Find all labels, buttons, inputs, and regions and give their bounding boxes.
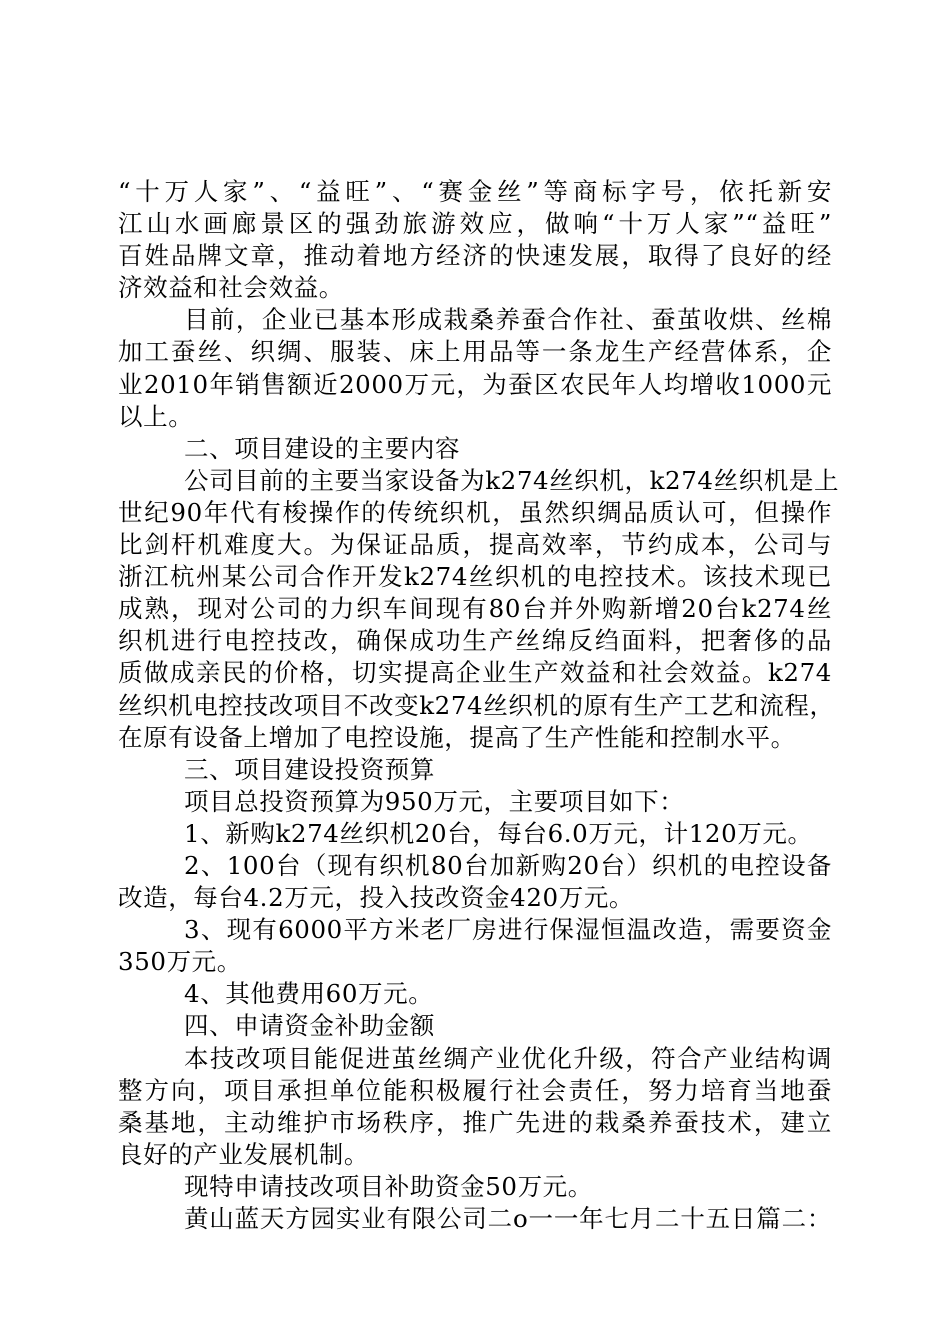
text-line: 现特申请技改项目补助资金50万元。 xyxy=(184,1171,593,1201)
text-line: 良好的产业发展机制。 xyxy=(118,1139,369,1169)
paragraph-enterprise-status xyxy=(118,304,832,432)
text-line: 黄山蓝天方园实业有限公司二o一一年七月二十五日篇二： xyxy=(184,1204,832,1233)
text-line: 项目总投资预算为950万元，主要项目如下： xyxy=(184,786,685,816)
text-line: 丝织机电控技改项目不改变k274丝织机的原有生产工艺和流程， xyxy=(118,690,835,720)
section-heading-3 xyxy=(118,754,832,786)
budget-item-3 xyxy=(118,914,832,978)
text-line: 江山水画廊景区的强劲旅游效应，做响“十万人家”“益旺” xyxy=(118,209,832,239)
budget-item-2 xyxy=(118,850,832,914)
paragraph-trademark xyxy=(118,176,832,304)
signature-line xyxy=(118,1203,832,1235)
heading-text: 二、项目建设的主要内容 xyxy=(184,433,461,463)
text-line: 织机进行电控技改，确保成功生产丝绵反绉面料，把奢侈的品 xyxy=(118,626,832,656)
text-line: 业2010年销售额近2000万元，为蚕区农民年人均增收1000元 xyxy=(118,369,832,399)
text-line: 目前，企业已基本形成栽桑养蚕合作社、蚕茧收烘、丝棉 xyxy=(184,305,832,335)
paragraph-subsidy-request xyxy=(118,1171,832,1203)
text-line: 比剑杆机难度大。为保证品质，提高效率，节约成本，公司与 xyxy=(118,530,832,560)
text-line: 以上。 xyxy=(118,401,194,431)
paragraph-subsidy-reason xyxy=(118,1043,832,1171)
text-line: 世纪90年代有梭操作的传统织机，虽然织绸品质认可，但操作 xyxy=(118,497,832,527)
text-line: 浙江杭州某公司合作开发k274丝织机的电控技术。该技术现已 xyxy=(118,562,832,592)
text-line: 3、现有6000平方米老厂房进行保湿恒温改造，需要资金 xyxy=(184,915,832,945)
text-line: 改造，每台4.2万元，投入技改资金420万元。 xyxy=(118,883,635,913)
text-line: 4、其他费用60万元。 xyxy=(184,979,434,1009)
text-line: 在原有设备上增加了电控设施，提高了生产性能和控制水平。 xyxy=(118,722,796,752)
text-line: 整方向，项目承担单位能积极履行社会责任，努力培育当地蚕 xyxy=(118,1075,832,1105)
text-line: 2、100台（现有织机80台加新购20台）织机的电控设备 xyxy=(184,850,832,880)
section-heading-4 xyxy=(118,1010,832,1042)
text-line: 质做成亲民的价格，切实提高企业生产效益和社会效益。k274 xyxy=(118,658,832,688)
text-line: 济效益和社会效益。 xyxy=(118,273,344,303)
budget-item-4 xyxy=(118,978,832,1010)
text-line: “十万人家”、“益旺”、“赛金丝”等商标字号，依托新安 xyxy=(118,177,832,206)
text-line: 成熟，现对公司的力织车间现有80台并外购新增20台k274丝 xyxy=(118,594,832,624)
section-heading-2 xyxy=(118,433,832,465)
text-line: 加工蚕丝、织绸、服装、床上用品等一条龙生产经营体系，企 xyxy=(118,337,832,367)
text-line: 本技改项目能促进茧丝绸产业优化升级，符合产业结构调 xyxy=(184,1043,832,1073)
text-line: 1、新购k274丝织机20台，每台6.0万元，计120万元。 xyxy=(184,818,813,848)
paragraph-budget-total xyxy=(118,786,832,818)
text-line: 公司目前的主要当家设备为k274丝织机，k274丝织机是上 xyxy=(184,465,840,495)
text-line: 百姓品牌文章，推动着地方经济的快速发展，取得了良好的经 xyxy=(118,241,832,271)
text-line: 桑基地，主动维护市场秩序，推广先进的栽桑养蚕技术，建立 xyxy=(118,1107,832,1137)
heading-text: 四、申请资金补助金额 xyxy=(184,1011,435,1041)
text-line: 350万元。 xyxy=(118,947,242,977)
paragraph-main-content xyxy=(118,465,840,754)
budget-item-1 xyxy=(118,818,832,850)
heading-text: 三、项目建设投资预算 xyxy=(184,754,435,784)
